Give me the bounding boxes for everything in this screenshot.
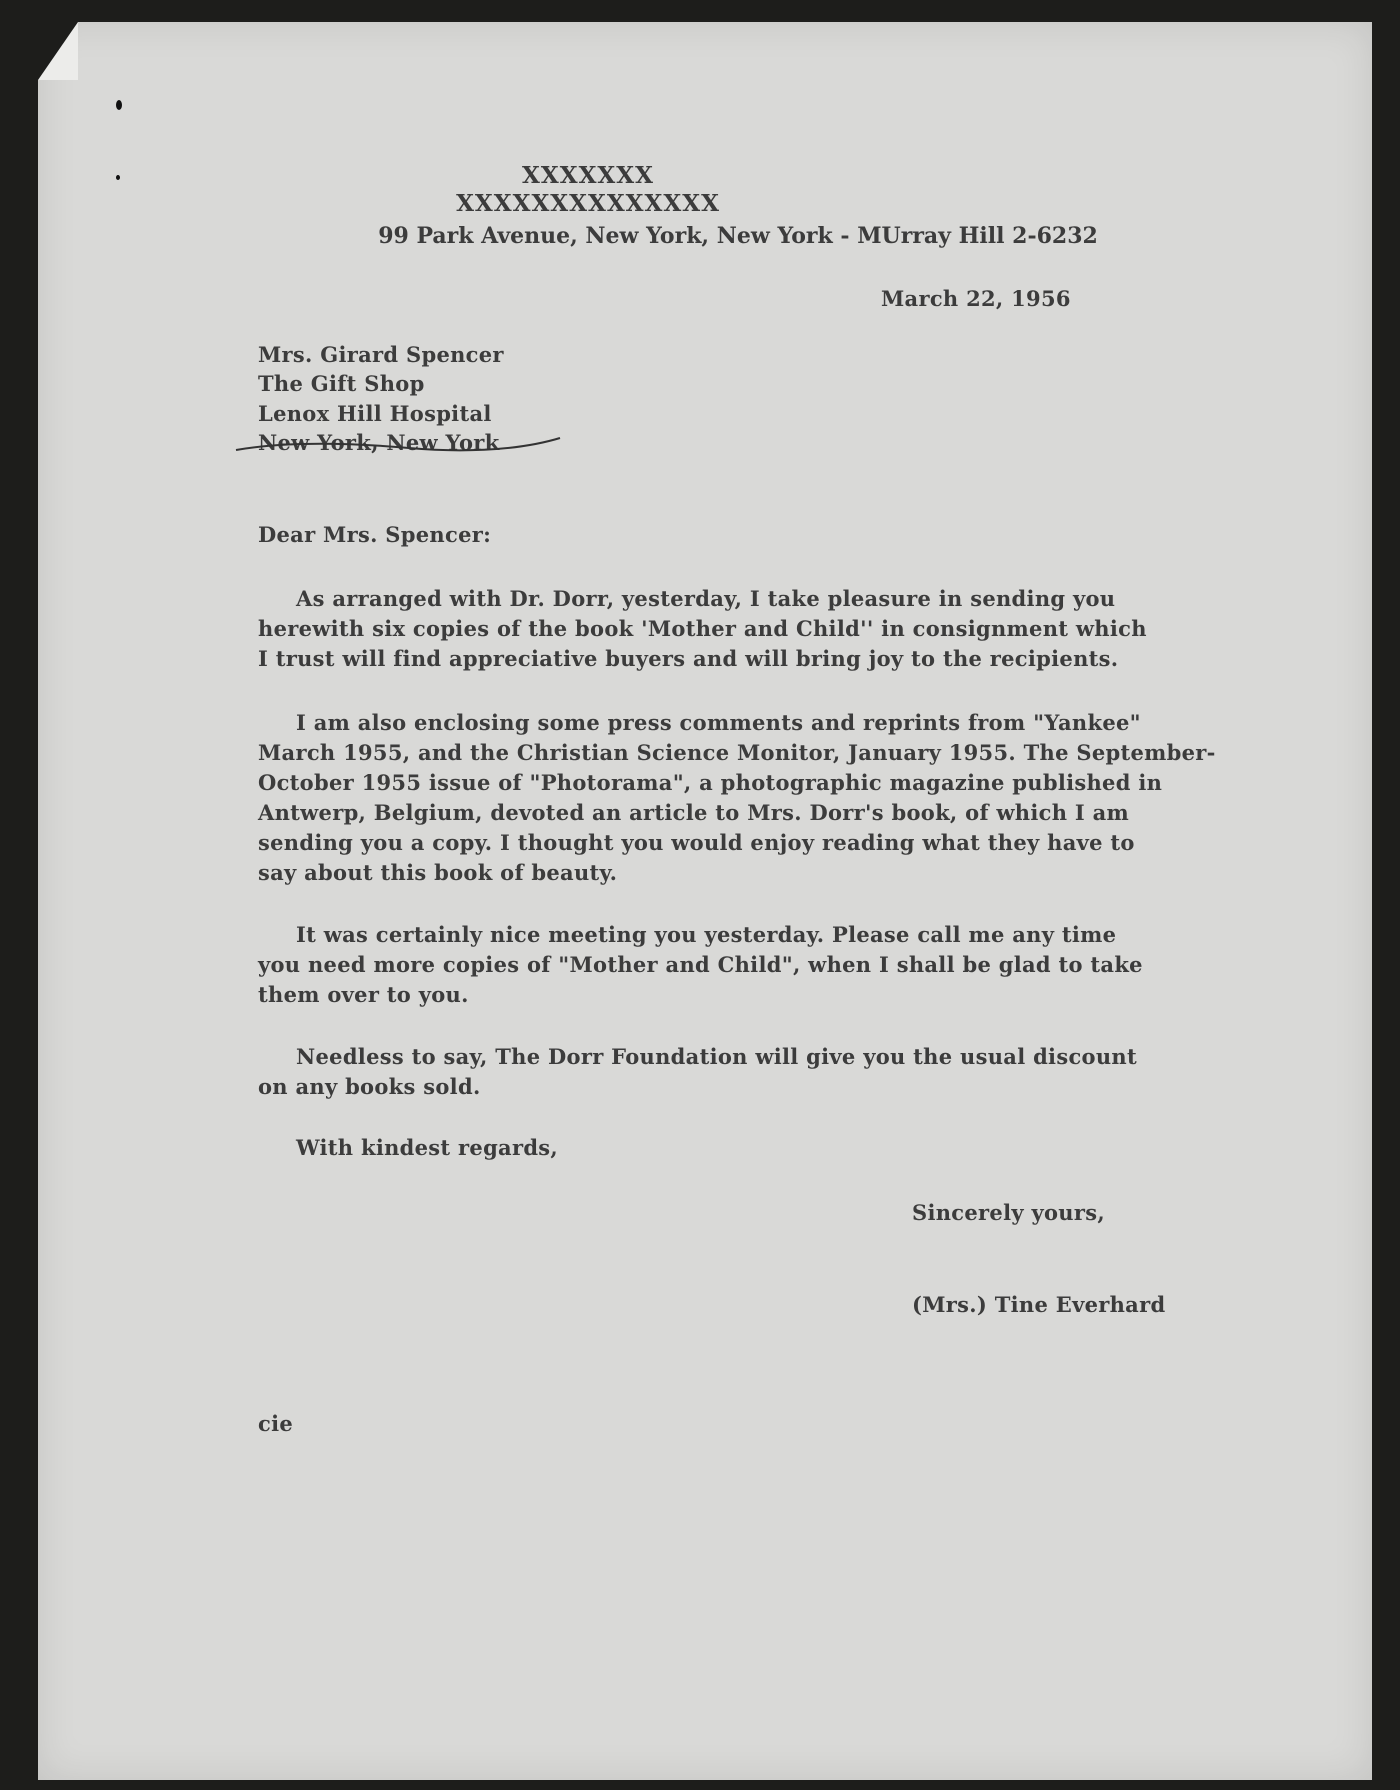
letter-page: [38, 22, 1372, 1780]
recipient-line-2: The Gift Shop: [258, 371, 425, 396]
ink-speck-bottom: [116, 175, 120, 180]
paragraph-2-line-4: Antwerp, Belgium, devoted an article to Mrs. Dorr's book, of which I am: [258, 800, 1130, 825]
handwritten-underline: [234, 434, 564, 458]
paragraph-4-line-2: on any books sold.: [258, 1074, 481, 1099]
paragraph-4: [258, 1042, 1137, 1102]
closing-regards: With kindest regards,: [296, 1135, 559, 1160]
recipient-line-3: Lenox Hill Hospital: [258, 401, 492, 426]
paragraph-1: [258, 584, 1147, 674]
signature-name: (Mrs.) Tine Everhard: [912, 1292, 1166, 1317]
paragraph-3-line-2: you need more copies of "Mother and Child", when I shall be glad to take: [258, 952, 1143, 977]
recipient-name: Mrs. Girard Spencer: [258, 342, 504, 367]
paragraph-1-line-1: As arranged with Dr. Dorr, yesterday, I take pleasure in sending you: [296, 586, 1116, 611]
paragraph-1-line-2: herewith six copies of the book 'Mother and Child'' in consignment which: [258, 616, 1147, 641]
paragraph-3: [258, 920, 1143, 1010]
paragraph-4-line-1: Needless to say, The Dorr Foundation will give you the usual discount: [296, 1044, 1137, 1069]
typist-initials: cie: [258, 1411, 294, 1436]
paragraph-2-line-5: sending you a copy. I thought you would enjoy reading what they have to: [258, 830, 1135, 855]
paragraph-2: [258, 708, 1216, 888]
paragraph-1-line-3: I trust will find appreciative buyers and will bring joy to the recipients.: [258, 646, 1119, 671]
paragraph-2-line-6: say about this book of beauty.: [258, 860, 618, 885]
paragraph-2-line-2: March 1955, and the Christian Science Monitor, January 1955. The September-: [258, 740, 1216, 765]
paragraph-3-line-3: them over to you.: [258, 982, 469, 1007]
valediction: Sincerely yours,: [912, 1200, 1105, 1225]
letter-date: March 22, 1956: [881, 286, 1071, 311]
letterhead-address: 99 Park Avenue, New York, New York - MUrray Hill 2-6232: [378, 223, 1098, 249]
letterhead-line-2: XXXXXXXXXXXXXX: [456, 190, 720, 217]
letterhead-line-1: XXXXXXX: [522, 162, 654, 189]
corner-shadow: [38, 22, 78, 80]
paragraph-3-line-1: It was certainly nice meeting you yesterday. Please call me any time: [296, 922, 1117, 947]
paragraph-2-line-1: I am also enclosing some press comments and reprints from "Yankee": [296, 710, 1141, 735]
recipient-line-4: New York, New York: [258, 430, 500, 455]
ink-speck-top: [116, 100, 122, 110]
salutation: Dear Mrs. Spencer:: [258, 522, 492, 547]
paragraph-2-line-3: October 1955 issue of "Photorama", a photographic magazine published in: [258, 770, 1163, 795]
